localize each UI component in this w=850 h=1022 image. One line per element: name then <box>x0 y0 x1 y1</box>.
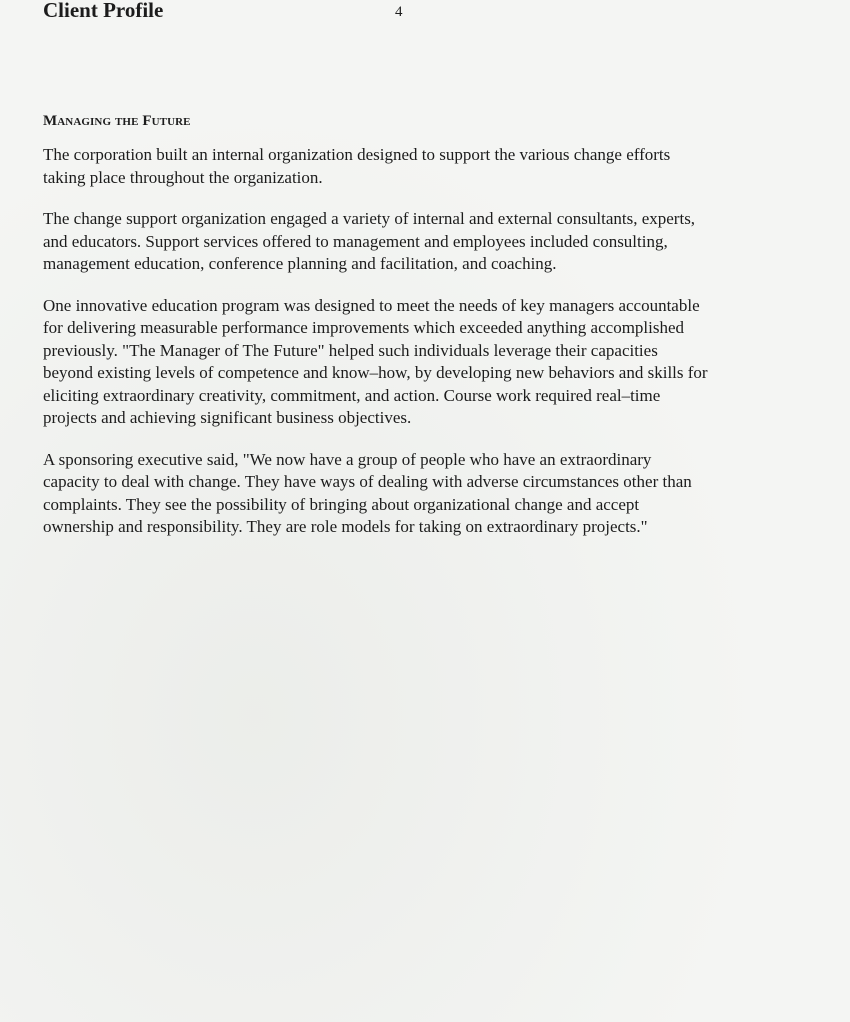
paragraph-1 <box>43 144 813 189</box>
text-line: projects and achieving significant business objectives. <box>43 408 412 427</box>
text-line: The change support organization engaged a variety of internal and external consultants, experts, <box>43 209 696 228</box>
text-line: ownership and responsibility. They are role models for taking on extraordinary projects." <box>43 517 648 536</box>
text-line: previously. "The Manager of The Future" helped such individuals leverage their capacities <box>43 340 658 360</box>
section-heading: Managing the Future <box>43 113 191 129</box>
paragraph-4 <box>43 449 813 539</box>
body-text <box>43 144 813 558</box>
paragraph-2 <box>43 208 813 276</box>
text-line: taking place throughout the organization. <box>43 167 323 187</box>
page-number: 4 <box>395 4 403 20</box>
header-title: Client Profile <box>43 0 164 22</box>
text-line: eliciting extraordinary creativity, commitment, and action. Course work required real–time <box>43 385 661 405</box>
paragraph-3 <box>43 295 813 430</box>
text-line: capacity to deal with change. They have ways of dealing with adverse circumstances other than <box>43 472 692 491</box>
text-line: One innovative education program was designed to meet the needs of key managers accountable <box>43 295 700 315</box>
text-line: The corporation built an internal organization designed to support the various change efforts <box>43 145 671 164</box>
text-line: and educators. Support services offered to management and employees included consulting, <box>43 231 668 251</box>
text-line: beyond existing levels of competence and know–how, by developing new behaviors and skills for <box>43 363 708 382</box>
text-line: for delivering measurable performance improvements which exceeded anything accomplished <box>43 318 685 337</box>
text-line: management education, conference planning and facilitation, and coaching. <box>43 254 557 273</box>
text-line: complaints. They see the possibility of bringing about organizational change and accept <box>43 494 640 514</box>
text-line: A sponsoring executive said, "We now have a group of people who have an extraordinary <box>43 449 652 469</box>
